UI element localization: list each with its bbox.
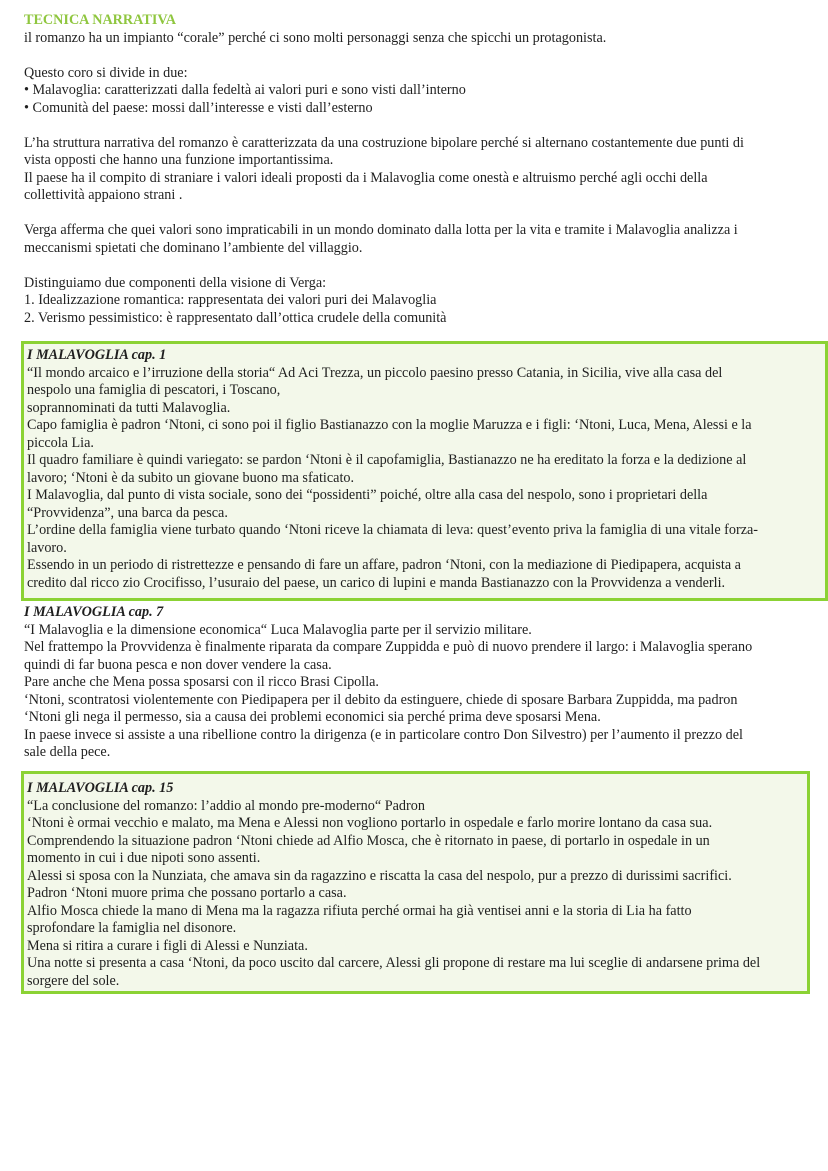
text-line: Distinguiamo due componenti della visione di Verga:	[24, 274, 327, 291]
text-line: ‘Ntoni è ormai vecchio e malato, ma Mena e Alessi non vogliono portarlo in ospedale e farlo morire lontano da casa sua.	[27, 815, 713, 831]
text-line: Questo coro si divide in due:	[24, 64, 188, 81]
text-line: sorgere del sole.	[27, 972, 120, 989]
text-line: Il quadro familiare è quindi variegato: se pardon ‘Ntoni è il capofamiglia, Bastianazzo ne ha ereditato la forza e la dedizione al	[27, 452, 747, 468]
text-line: “La conclusione del romanzo: l’addio al mondo pre-moderno“ Padron	[27, 797, 425, 814]
text-line: piccola Lia.	[27, 434, 94, 451]
text-line: sale della pece.	[24, 744, 111, 760]
text-line: lavoro; ‘Ntoni è da subito un giovane buono ma sfaticato.	[27, 469, 355, 486]
text-line: I Malavoglia, dal punto di vista sociale, sono dei “possidenti” poiché, oltre alla casa del nespolo, sono i proprietari della	[27, 487, 708, 503]
section-title: TECNICA NARRATIVA	[24, 12, 177, 28]
text-line: credito dal ricco zio Crocifisso, l’usuraio del paese, un carico di lupini e manda Bastianazzo con la Provvidenza a venderli.	[27, 574, 726, 591]
text-line: “I Malavoglia e la dimensione economica“ Luca Malavoglia parte per il servizio militare.	[24, 621, 532, 638]
bullet-item: • Comunità del paese: mossi dall’interesse e visti dall’esterno	[24, 99, 373, 116]
text-line: Mena si ritira a curare i figli di Alessi e Nunziata.	[27, 937, 308, 954]
text-line: Nel frattempo la Provvidenza è finalmente riparata da compare Zuppidda e può di nuovo prendere il largo: i Malavoglia sperano	[24, 639, 753, 655]
text-line: Comprendendo la situazione padron ‘Ntoni chiede ad Alfio Mosca, che è ritornato in paese, di portarlo in ospedale in un	[27, 832, 710, 849]
text-line: collettività appaiono strani .	[24, 187, 183, 203]
text-line: il romanzo ha un impianto “corale” perché ci sono molti personaggi senza che spicchi un protagonista.	[24, 29, 607, 46]
list-item: 2. Verismo pessimistico: è rappresentato dall’ottica crudele della comunità	[24, 309, 447, 326]
text-line: Alfio Mosca chiede la mano di Mena ma la ragazza rifiuta perché ormai ha già ventisei anni e la storia di Lia ha fatto	[27, 902, 692, 919]
cap1-lines	[27, 365, 825, 593]
cap7-title: I MALAVOGLIA cap. 7	[24, 604, 164, 620]
text-line: Pare anche che Mena possa sposarsi con il ricco Brasi Cipolla.	[24, 674, 379, 690]
text-line: lavoro.	[27, 539, 67, 556]
text-line: soprannominati da tutti Malavoglia.	[27, 399, 231, 416]
text-line: ‘Ntoni gli nega il permesso, sia a causa dei problemi economici sia perché prima deve sposarsi Mena.	[24, 709, 601, 725]
intro-section	[24, 12, 814, 327]
bullet-item: • Malavoglia: caratterizzati dalla fedeltà ai valori puri e sono visti dall’interno	[24, 82, 466, 98]
text-line: Una notte si presenta a casa ‘Ntoni, da poco uscito dal carcere, Alessi gli propone di restare ma lui sceglie di andarsene prima del	[27, 955, 761, 971]
text-line: Verga afferma che quei valori sono impraticabili in un mondo dominato dalla lotta per la vita e tramite i Malavoglia analizza i	[24, 222, 738, 238]
text-line: In paese invece si assiste a una ribellione contro la dirigenza (e in particolare contro Don Silvestro) per l’aumento il prezzo del	[24, 726, 743, 743]
text-line: nespolo una famiglia di pescatori, i Toscano,	[27, 382, 281, 398]
cap15-title: I MALAVOGLIA cap. 15	[27, 780, 174, 796]
list-item: 1. Idealizzazione romantica: rappresentata dei valori puri dei Malavoglia	[24, 292, 437, 308]
text-line: L’ha struttura narrativa del romanzo è caratterizzata da una costruzione bipolare perché si alternano costantemente due punti di	[24, 134, 744, 151]
text-line: L’ordine della famiglia viene turbato quando ‘Ntoni riceve la chiamata di leva: quest’evento priva la famiglia di una vitale forza-	[27, 522, 759, 538]
cap1-title: I MALAVOGLIA cap. 1	[27, 347, 167, 363]
text-line: sprofondare la famiglia nel disonore.	[27, 920, 237, 936]
cap1-box	[21, 341, 828, 601]
text-line: Padron ‘Ntoni muore prima che possano portarlo a casa.	[27, 885, 347, 901]
text-line: “Il mondo arcaico e l’irruzione della storia“ Ad Aci Trezza, un piccolo paesino presso Catania, in Sicilia, vive alla casa del	[27, 364, 723, 381]
text-line: Capo famiglia è padron ‘Ntoni, ci sono poi il figlio Bastianazzo con la moglie Maruzza e i figli: ‘Ntoni, Luca, Mena, Alessi e la	[27, 417, 752, 433]
text-line: Essendo in un periodo di ristrettezze e pensando di fare un affare, padron ‘Ntoni, con la mediazione di Piedipapera, acquista a	[27, 557, 741, 573]
text-line: “Provvidenza”, una barca da pesca.	[27, 504, 228, 521]
cap7-box	[21, 604, 828, 764]
text-line: quindi di far buona pesca e non dover vendere la casa.	[24, 656, 332, 673]
text-line: Alessi si sposa con la Nunziata, che amava sin da ragazzino e riscatta la casa del nespolo, pur a prezzo di durissimi sacrifici.	[27, 867, 732, 884]
text-line: meccanismi spietati che dominano l’ambiente del villaggio.	[24, 239, 363, 256]
text-line: ‘Ntoni, scontratosi violentemente con Piedipapera per il debito da estinguere, chiede di sposare Barbara Zuppidda, ma padron	[24, 691, 738, 708]
text-line: momento in cui i due nipoti sono assenti.	[27, 850, 261, 866]
cap15-box	[21, 771, 810, 994]
text-line: vista opposti che hanno una funzione importantissima.	[24, 152, 334, 168]
text-line: Il paese ha il compito di straniare i valori ideali proposti da i Malavoglia come onestà e altruismo perché agli occhi della	[24, 169, 708, 186]
